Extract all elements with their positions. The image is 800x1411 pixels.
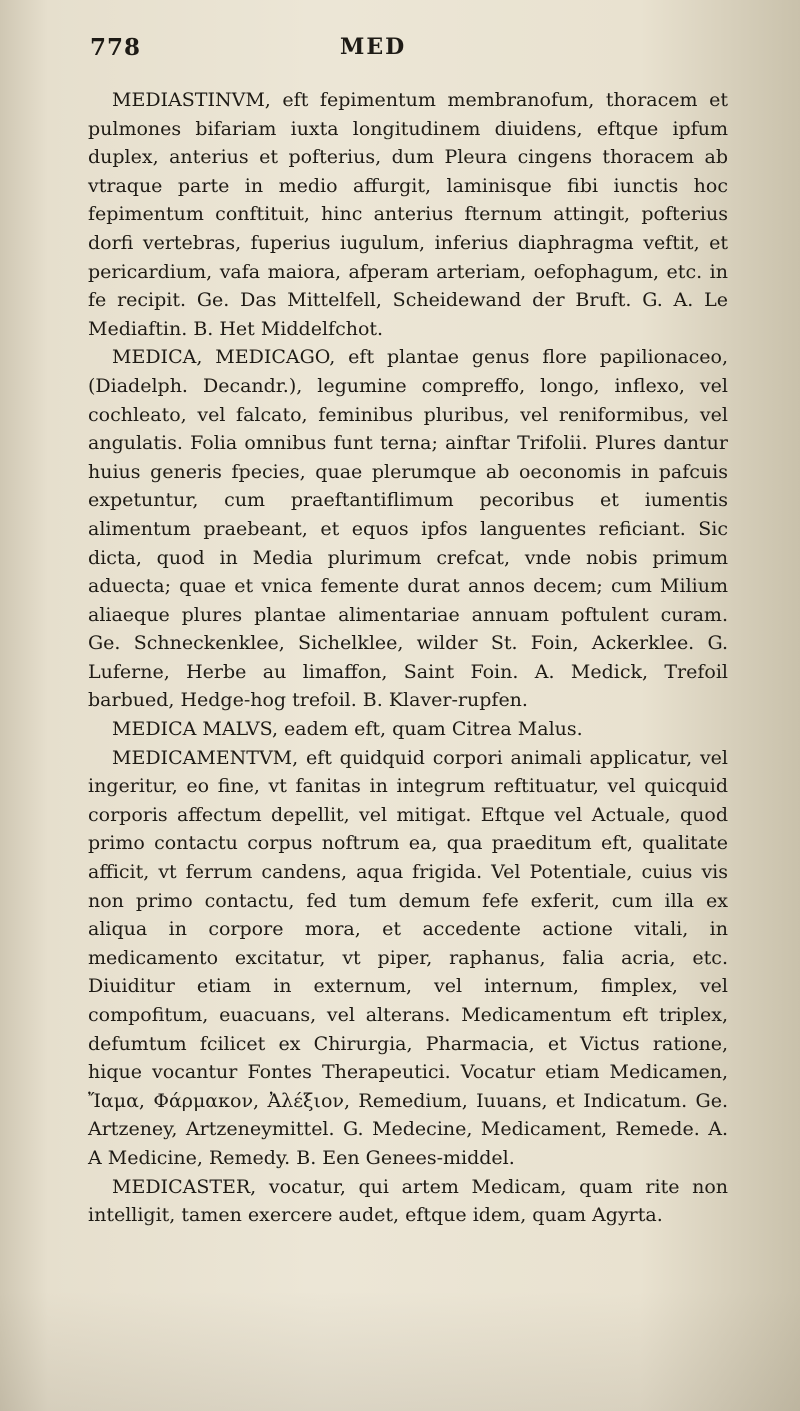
entry-medica: MEDICA, MEDICAGO, eft plantae genus flore papilionaceo, (Diadelph. Decandr.), legumine compreffo, longo, inflexo, vel cochleato, vel falcato, feminibus pluribus, vel reniformibus, vel angulatis. Folia omnibus funt terna; ainftar Trifolii. Plures dantur huius generis fpecies, quae plerumque ab oeconomis in pafcuis expetuntur, cum praeftantiflimum pecoribus et iumentis alimentum praebeant, et equos ipfos languentes reficiant. Sic dicta, quod in Media plurimum crefcat, vnde nobis primum aduecta; quae et vnica femente durat annos decem; cum Milium aliaeque plures plantae alimentariae annuam poftulent curam. Ge. Schneckenklee, Sichelklee, wilder St. Foin, Ackerklee. G. Luferne, Herbe au limaffon, Saint Foin. A. Medick, Trefoil barbued, Hedge-hog trefoil. B. Klaver-rupfen. bbox=[88, 346, 728, 712]
entry-medica-malus: MEDICA MALVS, eadem eft, quam Citrea Malus. bbox=[112, 718, 583, 741]
dictionary-text bbox=[88, 86, 728, 1230]
page-bottom-shadow bbox=[0, 1291, 800, 1411]
entry-mediastinum: MEDIASTINVM, eft fepimentum membranofum, thoracem et pulmones bifariam iuxta longitudinem diuidens, eftque ipfum duplex, anterius et pofterius, dum Pleura cingens thoracem ab vtraque parte in medio affurgit, laminisque fibi iunctis hoc fepimentum conftituit, hinc anterius fternum attingit, pofterius dorfi vertebras, fuperius iugulum, inferius diaphragma veftit, et pericardium, vafa maiora, afperam arteriam, oefophagum, etc. in fe recipit. Ge. Das Mittelfell, Scheidewand der Bruft. G. A. Le Mediaftin. B. Het Middelfchot. bbox=[88, 89, 728, 340]
page-header bbox=[90, 34, 730, 70]
entry-medicamentum: MEDICAMENTVM, eft quidquid corpori animali applicatur, vel ingeritur, eo fine, vt fanitas in integrum reftituatur, vel quicquid corporis affectum depellit, vel mitigat. Eftque vel Actuale, quod primo contactu corpus noftrum ea, qua praeditum eft, qualitate afficit, vt ferrum candens, aqua frigida. Vel Potentiale, cuius vis non primo contactu, fed tum demum fefe exferit, cum illa ex aliqua in corpore mora, et accedente actione vitali, in medicamento excitatur, vt piper, raphanus, falia acria, etc. Diuiditur etiam in externum, vel internum, fimplex, vel compofitum, euacuans, vel alterans. Medicamentum eft triplex, defumtum fcilicet ex Chirurgia, Pharmacia, et Victus ratione, hique vocantur Fontes Therapeutici. Vocatur etiam Medicamen, Ἴαμα, Φάρμακον, Ἀλέξιον, Remedium, Iuuans, et Indicatum. Ge. Artzeney, Artzeneymittel. G. Medecine, Medicament, Remede. A. A Medicine, Remedy. B. Een Genees-middel. bbox=[88, 746, 728, 1169]
entry-medicaster: MEDICASTER, vocatur, qui artem Medicam, quam rite non intelligit, tamen exercere audet, eftque idem, quam Agyrta. bbox=[88, 1175, 728, 1227]
running-head: MED bbox=[340, 34, 407, 60]
page-number: 778 bbox=[90, 34, 142, 61]
